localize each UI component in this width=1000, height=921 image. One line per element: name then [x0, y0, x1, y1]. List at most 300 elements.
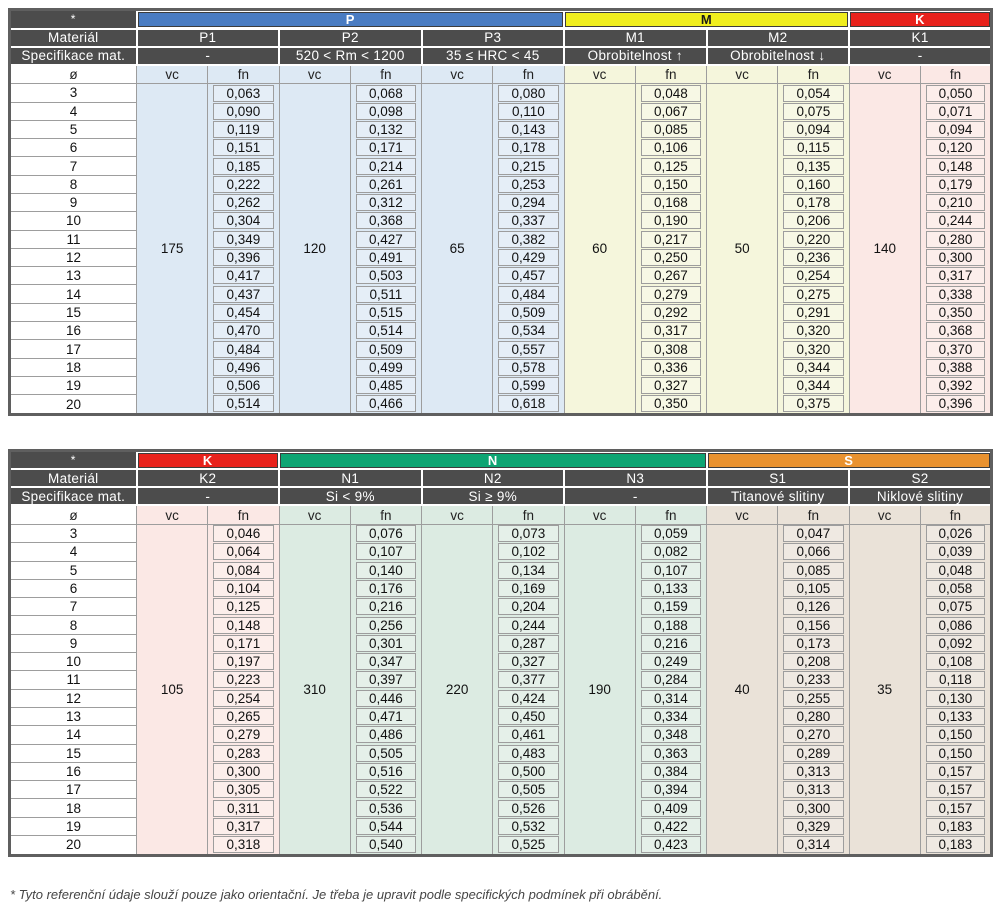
- fn-value: 0,250: [641, 249, 701, 266]
- fn-value: 0,082: [641, 543, 701, 560]
- material-id-cell: N1: [279, 469, 422, 487]
- fn-cell: [493, 653, 564, 671]
- fn-value: 0,599: [498, 377, 558, 394]
- fn-value: 0,283: [213, 745, 273, 762]
- fn-cell: [208, 395, 279, 415]
- fn-value: 0,317: [213, 818, 273, 835]
- fn-value: 0,267: [641, 267, 701, 284]
- vc-header: vc: [137, 65, 208, 84]
- fn-cell: [778, 707, 849, 725]
- fn-cell: [920, 671, 991, 689]
- diameter-cell: 6: [10, 579, 137, 597]
- fn-value: 0,486: [356, 726, 416, 743]
- fn-cell: [920, 799, 991, 817]
- fn-cell: [350, 634, 421, 652]
- fn-value: 0,327: [498, 653, 558, 670]
- fn-cell: [778, 267, 849, 285]
- fn-cell: [208, 120, 279, 138]
- fn-cell: [350, 561, 421, 579]
- fn-cell: [208, 303, 279, 321]
- fn-cell: [778, 120, 849, 138]
- fn-value: 0,392: [926, 377, 985, 394]
- fn-cell: [493, 120, 564, 138]
- fn-cell: [920, 376, 991, 394]
- fn-cell: [493, 524, 564, 543]
- fn-cell: [635, 212, 706, 230]
- fn-value: 0,313: [783, 763, 843, 780]
- fn-value: 0,370: [926, 341, 985, 358]
- fn-value: 0,287: [498, 635, 558, 652]
- fn-value: 0,509: [356, 341, 416, 358]
- fn-value: 0,102: [498, 543, 558, 560]
- fn-value: 0,160: [783, 176, 843, 193]
- vc-value: 35: [849, 524, 920, 855]
- fn-cell: [635, 579, 706, 597]
- fn-value: 0,178: [783, 194, 843, 211]
- diameter-cell: 3: [10, 524, 137, 543]
- fn-cell: [778, 358, 849, 376]
- diameter-cell: 18: [10, 799, 137, 817]
- fn-value: 0,254: [213, 690, 273, 707]
- spec-row-label: Specifikace mat.: [10, 47, 137, 65]
- footnote-text: * Tyto referenční údaje slouží pouze jako orientační. Je třeba je upravit podle specifických podmínek při obrábění.: [10, 886, 663, 902]
- fn-cell: [493, 175, 564, 193]
- fn-value: 0,450: [498, 708, 558, 725]
- fn-cell: [493, 598, 564, 616]
- fn-value: 0,120: [926, 139, 985, 156]
- fn-value: 0,300: [926, 249, 985, 266]
- fn-value: 0,064: [213, 543, 273, 560]
- fn-value: 0,151: [213, 139, 273, 156]
- fn-cell: [350, 102, 421, 120]
- fn-value: 0,216: [356, 598, 416, 615]
- fn-cell: [920, 84, 991, 103]
- fn-value: 0,208: [783, 653, 843, 670]
- fn-cell: [493, 671, 564, 689]
- fn-cell: [493, 157, 564, 175]
- fn-cell: [350, 836, 421, 856]
- material-row: [10, 469, 992, 487]
- vc-value: 120: [279, 84, 350, 415]
- fn-cell: [635, 102, 706, 120]
- fn-cell: [350, 598, 421, 616]
- diameter-symbol: ø: [10, 65, 137, 84]
- diameter-cell: 13: [10, 707, 137, 725]
- fn-value: 0,104: [213, 580, 273, 597]
- fn-value: 0,054: [783, 85, 843, 102]
- diameter-symbol: ø: [10, 505, 137, 524]
- fn-cell: [635, 689, 706, 707]
- diameter-cell: 20: [10, 836, 137, 856]
- fn-cell: [208, 102, 279, 120]
- fn-value: 0,048: [641, 85, 701, 102]
- fn-value: 0,244: [498, 617, 558, 634]
- fn-value: 0,171: [213, 635, 273, 652]
- fn-cell: [208, 653, 279, 671]
- fn-value: 0,275: [783, 286, 843, 303]
- fn-cell: [208, 781, 279, 799]
- diameter-cell: 7: [10, 598, 137, 616]
- fn-value: 0,485: [356, 377, 416, 394]
- fn-cell: [208, 230, 279, 248]
- fn-cell: [350, 322, 421, 340]
- fn-cell: [350, 175, 421, 193]
- fn-cell: [635, 395, 706, 415]
- fn-value: 0,409: [641, 800, 701, 817]
- material-id-cell: S1: [707, 469, 850, 487]
- fn-value: 0,308: [641, 341, 701, 358]
- material-id-cell: M2: [707, 29, 850, 47]
- fn-cell: [635, 524, 706, 543]
- fn-value: 0,514: [356, 322, 416, 339]
- fn-cell: [920, 193, 991, 211]
- fn-value: 0,206: [783, 212, 843, 229]
- fn-cell: [493, 358, 564, 376]
- fn-value: 0,059: [641, 525, 701, 542]
- fn-value: 0,261: [356, 176, 416, 193]
- fn-cell: [778, 84, 849, 103]
- material-id-cell: N3: [564, 469, 707, 487]
- fn-cell: [778, 340, 849, 358]
- fn-header: fn: [635, 65, 706, 84]
- fn-cell: [493, 579, 564, 597]
- fn-value: 0,115: [783, 139, 843, 156]
- fn-cell: [920, 598, 991, 616]
- fn-cell: [920, 120, 991, 138]
- fn-cell: [920, 579, 991, 597]
- fn-value: 0,618: [498, 395, 558, 412]
- fn-value: 0,262: [213, 194, 273, 211]
- fn-cell: [350, 395, 421, 415]
- fn-cell: [208, 726, 279, 744]
- fn-value: 0,396: [213, 249, 273, 266]
- fn-cell: [350, 358, 421, 376]
- fn-cell: [350, 726, 421, 744]
- fn-value: 0,515: [356, 304, 416, 321]
- material-group-label: N: [280, 453, 706, 468]
- fn-cell: [493, 744, 564, 762]
- fn-cell: [493, 303, 564, 321]
- diameter-cell: 10: [10, 212, 137, 230]
- fn-header: fn: [778, 65, 849, 84]
- fn-cell: [493, 248, 564, 266]
- fn-value: 0,150: [641, 176, 701, 193]
- fn-cell: [778, 671, 849, 689]
- fn-cell: [920, 139, 991, 157]
- diameter-cell: 13: [10, 267, 137, 285]
- fn-value: 0,318: [213, 836, 273, 853]
- diameter-cell: 4: [10, 102, 137, 120]
- fn-cell: [350, 762, 421, 780]
- fn-value: 0,106: [641, 139, 701, 156]
- fn-value: 0,249: [641, 653, 701, 670]
- table-2-container: [8, 449, 991, 857]
- fn-value: 0,105: [783, 580, 843, 597]
- fn-cell: [350, 707, 421, 725]
- diameter-cell: 12: [10, 689, 137, 707]
- diameter-cell: 8: [10, 175, 137, 193]
- fn-cell: [493, 230, 564, 248]
- fn-value: 0,532: [498, 818, 558, 835]
- material-spec-cell: -: [849, 47, 992, 65]
- diameter-cell: 15: [10, 303, 137, 321]
- fn-cell: [208, 634, 279, 652]
- fn-value: 0,066: [783, 543, 843, 560]
- fn-value: 0,026: [926, 525, 985, 542]
- fn-value: 0,329: [783, 818, 843, 835]
- diameter-cell: 7: [10, 157, 137, 175]
- fn-value: 0,292: [641, 304, 701, 321]
- vc-value: 60: [564, 84, 635, 415]
- fn-value: 0,466: [356, 395, 416, 412]
- fn-cell: [350, 524, 421, 543]
- diameter-cell: 15: [10, 744, 137, 762]
- fn-value: 0,050: [926, 85, 985, 102]
- fn-cell: [635, 598, 706, 616]
- fn-cell: [920, 616, 991, 634]
- vc-value: 220: [422, 524, 493, 855]
- fn-value: 0,185: [213, 158, 273, 175]
- fn-cell: [635, 322, 706, 340]
- fn-value: 0,544: [356, 818, 416, 835]
- fn-cell: [778, 744, 849, 762]
- fn-cell: [920, 395, 991, 415]
- fn-cell: [778, 817, 849, 835]
- fn-cell: [493, 707, 564, 725]
- vc-value: 105: [137, 524, 208, 855]
- fn-cell: [778, 193, 849, 211]
- vc-header: vc: [137, 505, 208, 524]
- fn-value: 0,423: [641, 836, 701, 853]
- fn-value: 0,047: [783, 525, 843, 542]
- fn-value: 0,349: [213, 231, 273, 248]
- fn-cell: [635, 120, 706, 138]
- diameter-cell: 19: [10, 817, 137, 835]
- fn-value: 0,046: [213, 525, 273, 542]
- material-spec-cell: Si ≥ 9%: [422, 487, 565, 505]
- fn-value: 0,210: [926, 194, 985, 211]
- fn-cell: [350, 340, 421, 358]
- fn-cell: [920, 689, 991, 707]
- fn-value: 0,236: [783, 249, 843, 266]
- fn-header: fn: [920, 505, 991, 524]
- fn-value: 0,179: [926, 176, 985, 193]
- fn-cell: [350, 212, 421, 230]
- material-id-cell: K2: [137, 469, 280, 487]
- fn-cell: [635, 817, 706, 835]
- material-spec-cell: -: [137, 47, 280, 65]
- fn-value: 0,284: [641, 671, 701, 688]
- fn-cell: [920, 634, 991, 652]
- fn-cell: [493, 84, 564, 103]
- fn-value: 0,085: [641, 121, 701, 138]
- vc-value: 65: [422, 84, 493, 415]
- fn-cell: [493, 267, 564, 285]
- fn-cell: [208, 212, 279, 230]
- fn-cell: [920, 340, 991, 358]
- fn-cell: [920, 267, 991, 285]
- fn-cell: [920, 707, 991, 725]
- fn-cell: [778, 524, 849, 543]
- fn-value: 0,454: [213, 304, 273, 321]
- fn-cell: [350, 157, 421, 175]
- vc-value: 140: [849, 84, 920, 415]
- fn-cell: [635, 543, 706, 561]
- fn-value: 0,256: [356, 617, 416, 634]
- fn-value: 0,304: [213, 212, 273, 229]
- fn-value: 0,171: [356, 139, 416, 156]
- fn-cell: [493, 634, 564, 652]
- diameter-cell: 12: [10, 248, 137, 266]
- fn-value: 0,197: [213, 653, 273, 670]
- material-row: [10, 29, 992, 47]
- fn-cell: [208, 817, 279, 835]
- spec-row-label: Specifikace mat.: [10, 487, 137, 505]
- fn-value: 0,291: [783, 304, 843, 321]
- fn-value: 0,483: [498, 745, 558, 762]
- vc-header: vc: [422, 65, 493, 84]
- vc-value: 40: [707, 524, 778, 855]
- material-spec-cell: Si < 9%: [279, 487, 422, 505]
- fn-value: 0,254: [783, 267, 843, 284]
- fn-cell: [635, 340, 706, 358]
- fn-value: 0,173: [783, 635, 843, 652]
- fn-value: 0,317: [641, 322, 701, 339]
- fn-value: 0,125: [641, 158, 701, 175]
- fn-value: 0,094: [783, 121, 843, 138]
- fn-cell: [208, 616, 279, 634]
- fn-value: 0,094: [926, 121, 985, 138]
- fn-cell: [920, 285, 991, 303]
- fn-value: 0,125: [213, 598, 273, 615]
- fn-cell: [208, 762, 279, 780]
- vc-header: vc: [564, 505, 635, 524]
- material-spec-cell: Titanové slitiny: [707, 487, 850, 505]
- group-band-row: [10, 450, 992, 469]
- fn-cell: [920, 303, 991, 321]
- fn-value: 0,313: [783, 781, 843, 798]
- fn-value: 0,214: [356, 158, 416, 175]
- fn-value: 0,317: [926, 267, 985, 284]
- fn-cell: [635, 248, 706, 266]
- fn-cell: [493, 376, 564, 394]
- fn-value: 0,132: [356, 121, 416, 138]
- material-id-cell: M1: [564, 29, 707, 47]
- fn-value: 0,461: [498, 726, 558, 743]
- fn-header: fn: [778, 505, 849, 524]
- fn-cell: [350, 84, 421, 103]
- fn-value: 0,130: [926, 690, 985, 707]
- fn-value: 0,484: [498, 286, 558, 303]
- fn-value: 0,437: [213, 286, 273, 303]
- fn-value: 0,063: [213, 85, 273, 102]
- fn-cell: [920, 157, 991, 175]
- fn-value: 0,080: [498, 85, 558, 102]
- fn-value: 0,300: [783, 800, 843, 817]
- fn-value: 0,133: [641, 580, 701, 597]
- fn-cell: [778, 634, 849, 652]
- fn-cell: [208, 598, 279, 616]
- fn-cell: [920, 653, 991, 671]
- fn-cell: [778, 285, 849, 303]
- asterisk-label: *: [10, 10, 137, 29]
- fn-cell: [493, 817, 564, 835]
- cutting-data-table-2: [8, 449, 993, 857]
- asterisk-label: *: [10, 450, 137, 469]
- material-group-label: K: [850, 12, 990, 27]
- fn-cell: [493, 395, 564, 415]
- fn-value: 0,183: [926, 836, 985, 853]
- fn-cell: [350, 689, 421, 707]
- fn-value: 0,499: [356, 359, 416, 376]
- vc-value: 310: [279, 524, 350, 855]
- fn-value: 0,526: [498, 800, 558, 817]
- diameter-cell: 16: [10, 762, 137, 780]
- vc-header: vc: [279, 65, 350, 84]
- fn-value: 0,429: [498, 249, 558, 266]
- fn-value: 0,190: [641, 212, 701, 229]
- fn-value: 0,150: [926, 726, 985, 743]
- fn-value: 0,119: [213, 121, 273, 138]
- vc-header: vc: [707, 505, 778, 524]
- material-group-cell: [849, 10, 992, 29]
- fn-value: 0,098: [356, 103, 416, 120]
- diameter-cell: 4: [10, 543, 137, 561]
- fn-header: fn: [208, 65, 279, 84]
- fn-cell: [350, 267, 421, 285]
- vc-header: vc: [279, 505, 350, 524]
- fn-value: 0,168: [641, 194, 701, 211]
- fn-cell: [350, 744, 421, 762]
- diameter-cell: 16: [10, 322, 137, 340]
- fn-cell: [778, 726, 849, 744]
- fn-value: 0,417: [213, 267, 273, 284]
- fn-cell: [778, 616, 849, 634]
- fn-value: 0,301: [356, 635, 416, 652]
- fn-value: 0,509: [498, 304, 558, 321]
- fn-value: 0,305: [213, 781, 273, 798]
- fn-cell: [350, 817, 421, 835]
- vc-header: vc: [849, 65, 920, 84]
- fn-cell: [208, 707, 279, 725]
- fn-cell: [635, 561, 706, 579]
- fn-value: 0,150: [926, 745, 985, 762]
- diameter-cell: 17: [10, 781, 137, 799]
- fn-cell: [350, 285, 421, 303]
- fn-value: 0,327: [641, 377, 701, 394]
- fn-cell: [493, 139, 564, 157]
- fn-value: 0,223: [213, 671, 273, 688]
- fn-value: 0,169: [498, 580, 558, 597]
- fn-cell: [493, 102, 564, 120]
- fn-cell: [208, 689, 279, 707]
- diameter-cell: 18: [10, 358, 137, 376]
- fn-value: 0,314: [783, 836, 843, 853]
- fn-value: 0,178: [498, 139, 558, 156]
- diameter-cell: 9: [10, 193, 137, 211]
- fn-cell: [920, 102, 991, 120]
- table-1-container: [8, 8, 991, 416]
- fn-value: 0,496: [213, 359, 273, 376]
- fn-cell: [778, 598, 849, 616]
- material-row-label: Materiál: [10, 29, 137, 47]
- fn-cell: [208, 157, 279, 175]
- fn-value: 0,222: [213, 176, 273, 193]
- fn-value: 0,134: [498, 562, 558, 579]
- fn-value: 0,314: [641, 690, 701, 707]
- fn-value: 0,424: [498, 690, 558, 707]
- fn-cell: [778, 543, 849, 561]
